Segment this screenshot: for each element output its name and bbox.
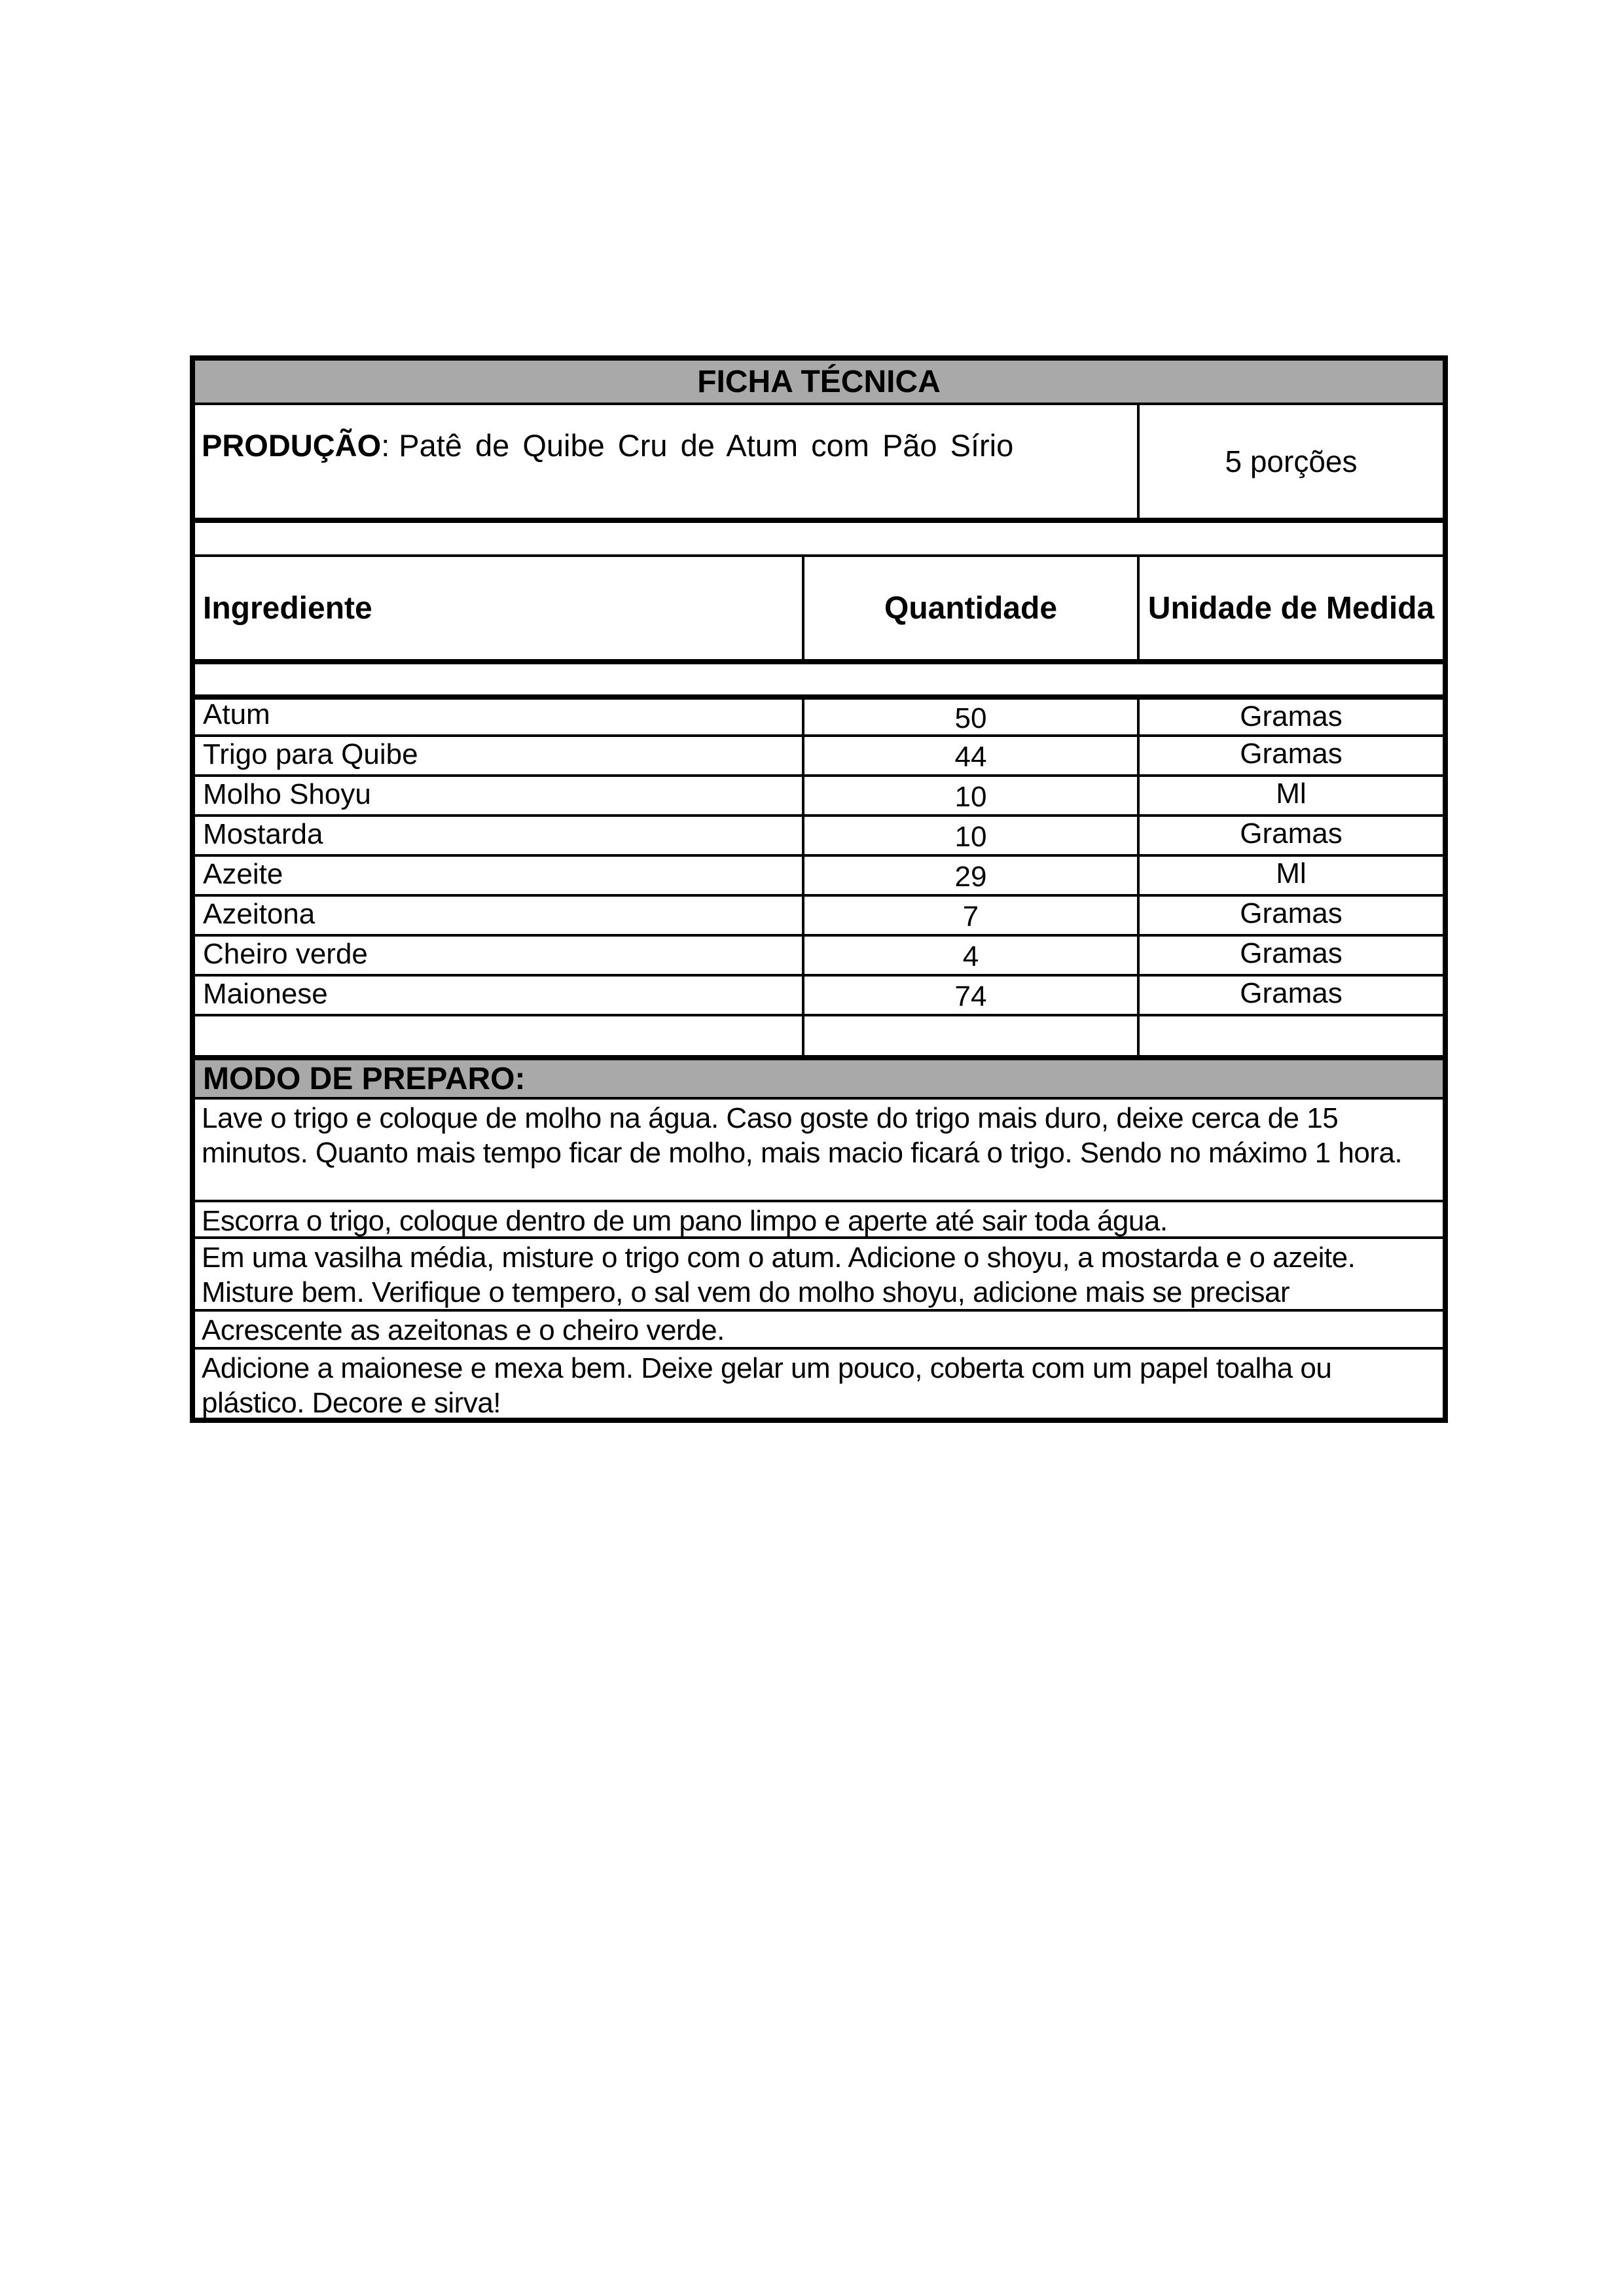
ingredient-row-atum	[195, 694, 1443, 734]
preparation-step: Escorra o trigo, coloque dentro de um pano limpo e aperte até sair toda água.	[195, 1200, 1443, 1236]
production-label: PRODUÇÃO	[202, 428, 382, 463]
ingredient-unit: Ml	[1276, 778, 1307, 810]
header-quantity-cell	[802, 557, 1137, 659]
ingredient-quantity: 4	[962, 940, 979, 973]
header-ingredient-label: Ingrediente	[203, 590, 372, 626]
preparation-step: Acrescente as azeitonas e o cheiro verde.	[195, 1309, 1443, 1347]
sheet-title: FICHA TÉCNICA	[697, 364, 941, 399]
header-quantity-label: Quantidade	[884, 590, 1058, 626]
preparation-step: Em uma vasilha média, misture o trigo com o atum. Adicione o shoyu, a mostarda e o azeite. Misture bem. Verifique o tempero, o sal vem do molho shoyu, adicione mais se precisar	[195, 1236, 1443, 1309]
ingredient-unit: Gramas	[1240, 937, 1343, 969]
ingredient-row-trigo	[195, 734, 1443, 774]
ingredient-quantity: 7	[962, 900, 979, 933]
ingredient-row-mostarda	[195, 814, 1443, 854]
ingredient-quantity: 44	[954, 740, 987, 773]
ingredient-row-azeitona	[195, 894, 1443, 934]
header-ingredient-cell	[195, 557, 802, 659]
preparation-heading-band	[195, 1055, 1443, 1097]
portions-cell	[1137, 405, 1443, 518]
ingredient-unit: Gramas	[1240, 897, 1343, 929]
ingredient-row-azeite	[195, 854, 1443, 894]
ingredient-row-maionese	[195, 974, 1443, 1014]
sheet-title-band	[195, 361, 1443, 403]
ingredient-unit: Ml	[1276, 857, 1307, 889]
ingredient-name: Cheiro verde	[203, 938, 368, 970]
production-dish-name: Patê de Quibe Cru de Atum com Pão Sírio	[399, 428, 1014, 463]
spacer-row-middle	[195, 659, 1443, 694]
ingredient-name: Trigo para Quibe	[203, 738, 418, 770]
ingredients-header-row	[195, 554, 1443, 659]
ingredient-quantity: 74	[954, 980, 987, 1013]
ingredient-quantity: 10	[954, 820, 987, 853]
ingredient-name: Maionese	[203, 978, 328, 1010]
spacer-row-top	[195, 518, 1443, 554]
technical-sheet-table	[190, 355, 1448, 1423]
ingredient-name: Azeitona	[203, 898, 316, 930]
header-unit-label: Unidade de Medida	[1147, 590, 1435, 626]
ingredient-name: Atum	[203, 698, 270, 730]
ingredient-name: Mostarda	[203, 818, 323, 850]
ingredient-unit: Gramas	[1240, 977, 1343, 1009]
ingredient-quantity: 50	[954, 702, 987, 734]
production-separator: :	[381, 428, 390, 463]
ingredient-unit: Gramas	[1240, 817, 1343, 850]
header-unit-cell	[1137, 557, 1443, 659]
ingredient-quantity: 29	[954, 860, 987, 893]
ingredient-unit: Gramas	[1240, 738, 1343, 770]
ingredient-row-shoyu	[195, 774, 1443, 814]
ingredient-row-cheiro-verde	[195, 934, 1443, 974]
ingredient-name: Azeite	[203, 858, 283, 890]
preparation-step: Lave o trigo e coloque de molho na água. Caso goste do trigo mais duro, deixe cerca de 15 minutos. Quanto mais tempo ficar de molho, mais macio ficará o trigo. Sendo no máximo 1 hora.	[195, 1097, 1443, 1200]
portions-value: 5 porções	[1225, 444, 1358, 478]
ingredient-quantity: 10	[954, 780, 987, 813]
production-row	[195, 403, 1443, 518]
ingredient-unit: Gramas	[1240, 700, 1343, 732]
ingredient-row-empty	[195, 1014, 1443, 1055]
preparation-heading: MODO DE PREPARO:	[203, 1061, 526, 1096]
preparation-step: Adicione a maionese e mexa bem. Deixe gelar um pouco, coberta com um papel toalha ou plástico. Decore e sirva!	[195, 1347, 1443, 1418]
ingredient-name: Molho Shoyu	[203, 778, 371, 810]
production-cell	[195, 405, 1137, 518]
